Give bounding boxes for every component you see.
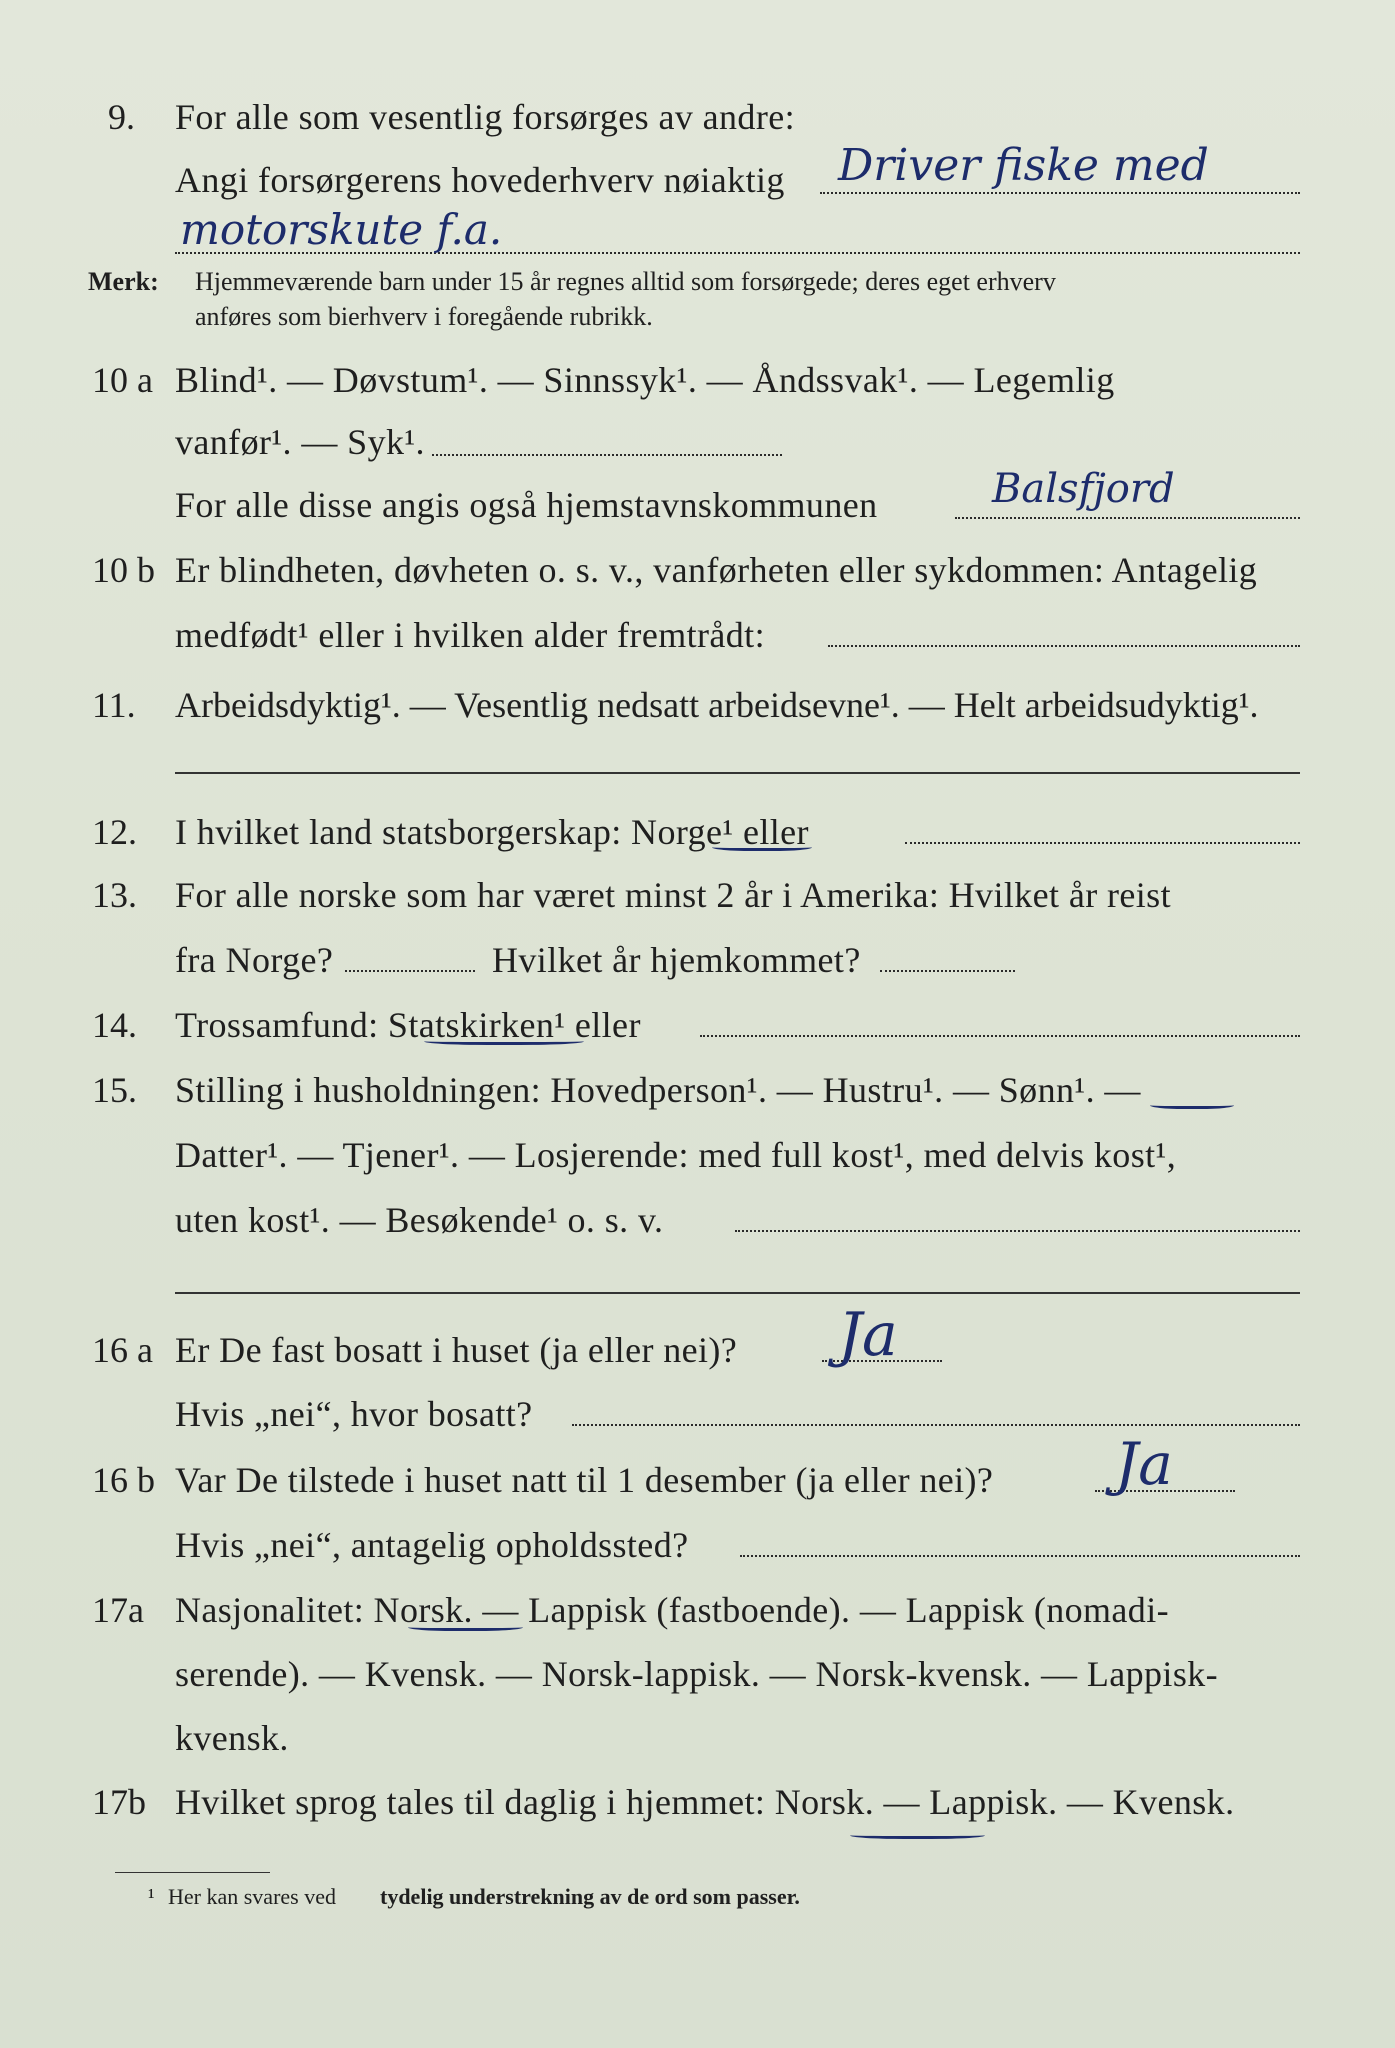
q17a-line2: serende). — Kvensk. — Norsk-lappisk. — Norsk-kvensk. — Lappisk- xyxy=(175,1654,1219,1694)
footnote-mark: ¹ xyxy=(148,1884,155,1909)
q16a-line1: Er De fast bosatt i huset (ja eller nei)? xyxy=(175,1330,738,1370)
q9-line2: Angi forsørgerens hovederhverv nøiaktig xyxy=(175,160,785,200)
q17b-line1: Hvilket sprog tales til daglig i hjemmet: Norsk. — Lappisk. — Kvensk. xyxy=(175,1782,1235,1822)
q15-line3: uten kost¹. — Besøkende¹ o. s. v. xyxy=(175,1200,664,1240)
q13-line1: For alle norske som har været minst 2 år i Amerika: Hvilket år reist xyxy=(175,875,1171,915)
q14-line1: Trossamfund: Statskirken¹ eller xyxy=(175,1005,641,1045)
q15-sonn-underline xyxy=(1150,1100,1234,1109)
footnote-text-a: Her kan svares ved xyxy=(168,1884,336,1909)
q10a-syk-line xyxy=(432,454,782,456)
q15-answer-line xyxy=(735,1230,1300,1232)
q12-number: 12. xyxy=(92,812,137,852)
merk-line2: anføres som bierhverv i foregående rubrikk. xyxy=(195,302,653,331)
q16b-number: 16 b xyxy=(92,1460,155,1500)
q17b-norsk-underline xyxy=(850,1830,985,1839)
q13-line2b: Hvilket år hjemkommet? xyxy=(492,940,861,980)
q17a-line1: Nasjonalitet: Norsk. — Lappisk (fastboende). — Lappisk (nomadi- xyxy=(175,1590,1169,1630)
q14-statskirken-underline xyxy=(424,1036,584,1045)
q10b-line1: Er blindheten, døvheten o. s. v., vanførheten eller sykdommen: Antagelig xyxy=(175,550,1258,590)
q10b-answer-line xyxy=(828,645,1300,647)
q13-line2a: fra Norge? xyxy=(175,940,334,980)
q14-answer-line xyxy=(700,1035,1300,1037)
q11-line1: Arbeidsdyktig¹. — Vesentlig nedsatt arbeidsevne¹. — Helt arbeidsudyktig¹. xyxy=(175,685,1259,725)
footnote-rule xyxy=(115,1872,270,1873)
q17b-number: 17b xyxy=(92,1782,146,1822)
q14-number: 14. xyxy=(92,1005,137,1045)
q10a-handwritten-answer: Balsfjord xyxy=(992,466,1175,512)
q10a-answer-line xyxy=(955,517,1300,519)
q15-line2: Datter¹. — Tjener¹. — Losjerende: med full kost¹, med delvis kost¹, xyxy=(175,1135,1177,1175)
q16b-handwritten-answer: Ja xyxy=(1115,1430,1173,1498)
q16b-line2: Hvis „nei“, antagelig opholdssted? xyxy=(175,1525,689,1565)
q10a-line1: Blind¹. — Døvstum¹. — Sinnssyk¹. — Åndssvak¹. — Legemlig xyxy=(175,360,1115,400)
q16b-line1: Var De tilstede i huset natt til 1 desember (ja eller nei)? xyxy=(175,1460,994,1500)
merk-label: Merk: xyxy=(88,267,159,296)
q16b-opholdssted-line xyxy=(740,1555,1300,1557)
q10a-line3: For alle disse angis også hjemstavnskommunen xyxy=(175,485,878,525)
q9-handwritten-answer-2: motorskute f.a. xyxy=(180,205,503,254)
merk-line1: Hjemmeværende barn under 15 år regnes alltid som forsørgede; deres eget erhverv xyxy=(195,267,1056,296)
q17a-number: 17a xyxy=(92,1590,144,1630)
q9-number: 9. xyxy=(108,97,135,137)
q16a-handwritten-answer: Ja xyxy=(838,1300,898,1370)
q10b-line2: medfødt¹ eller i hvilken alder fremtrådt: xyxy=(175,615,765,655)
q16a-bosatt-line xyxy=(572,1424,1300,1426)
q10a-number: 10 a xyxy=(92,360,153,400)
q13-number: 13. xyxy=(92,875,137,915)
q17a-norsk-underline xyxy=(408,1622,523,1631)
q11-number: 11. xyxy=(92,685,136,725)
q17a-line3: kvensk. xyxy=(175,1718,289,1758)
q16a-line2: Hvis „nei“, hvor bosatt? xyxy=(175,1394,533,1434)
q11-rule xyxy=(175,772,1300,774)
q9-answer-line-1 xyxy=(820,192,1300,194)
q10b-number: 10 b xyxy=(92,550,155,590)
q12-norge-underline xyxy=(712,842,812,851)
q13-hjemkommet-line xyxy=(880,970,1015,972)
q9-line1: For alle som vesentlig forsørges av andre: xyxy=(175,97,795,137)
q16a-number: 16 a xyxy=(92,1330,153,1370)
q15-number: 15. xyxy=(92,1070,137,1110)
q15-line1: Stilling i husholdningen: Hovedperson¹. — Hustru¹. — Sønn¹. — xyxy=(175,1070,1141,1110)
q10a-line2: vanfør¹. — Syk¹. xyxy=(175,422,425,462)
q13-reist-line xyxy=(345,970,475,972)
q15-rule xyxy=(175,1292,1300,1294)
footnote-text-b: tydelig understrekning av de ord som passer. xyxy=(380,1884,800,1909)
q12-answer-line xyxy=(905,842,1300,844)
q9-handwritten-answer-1: Driver fiske med xyxy=(838,140,1209,191)
q12-line1: I hvilket land statsborgerskap: Norge¹ eller xyxy=(175,812,809,852)
